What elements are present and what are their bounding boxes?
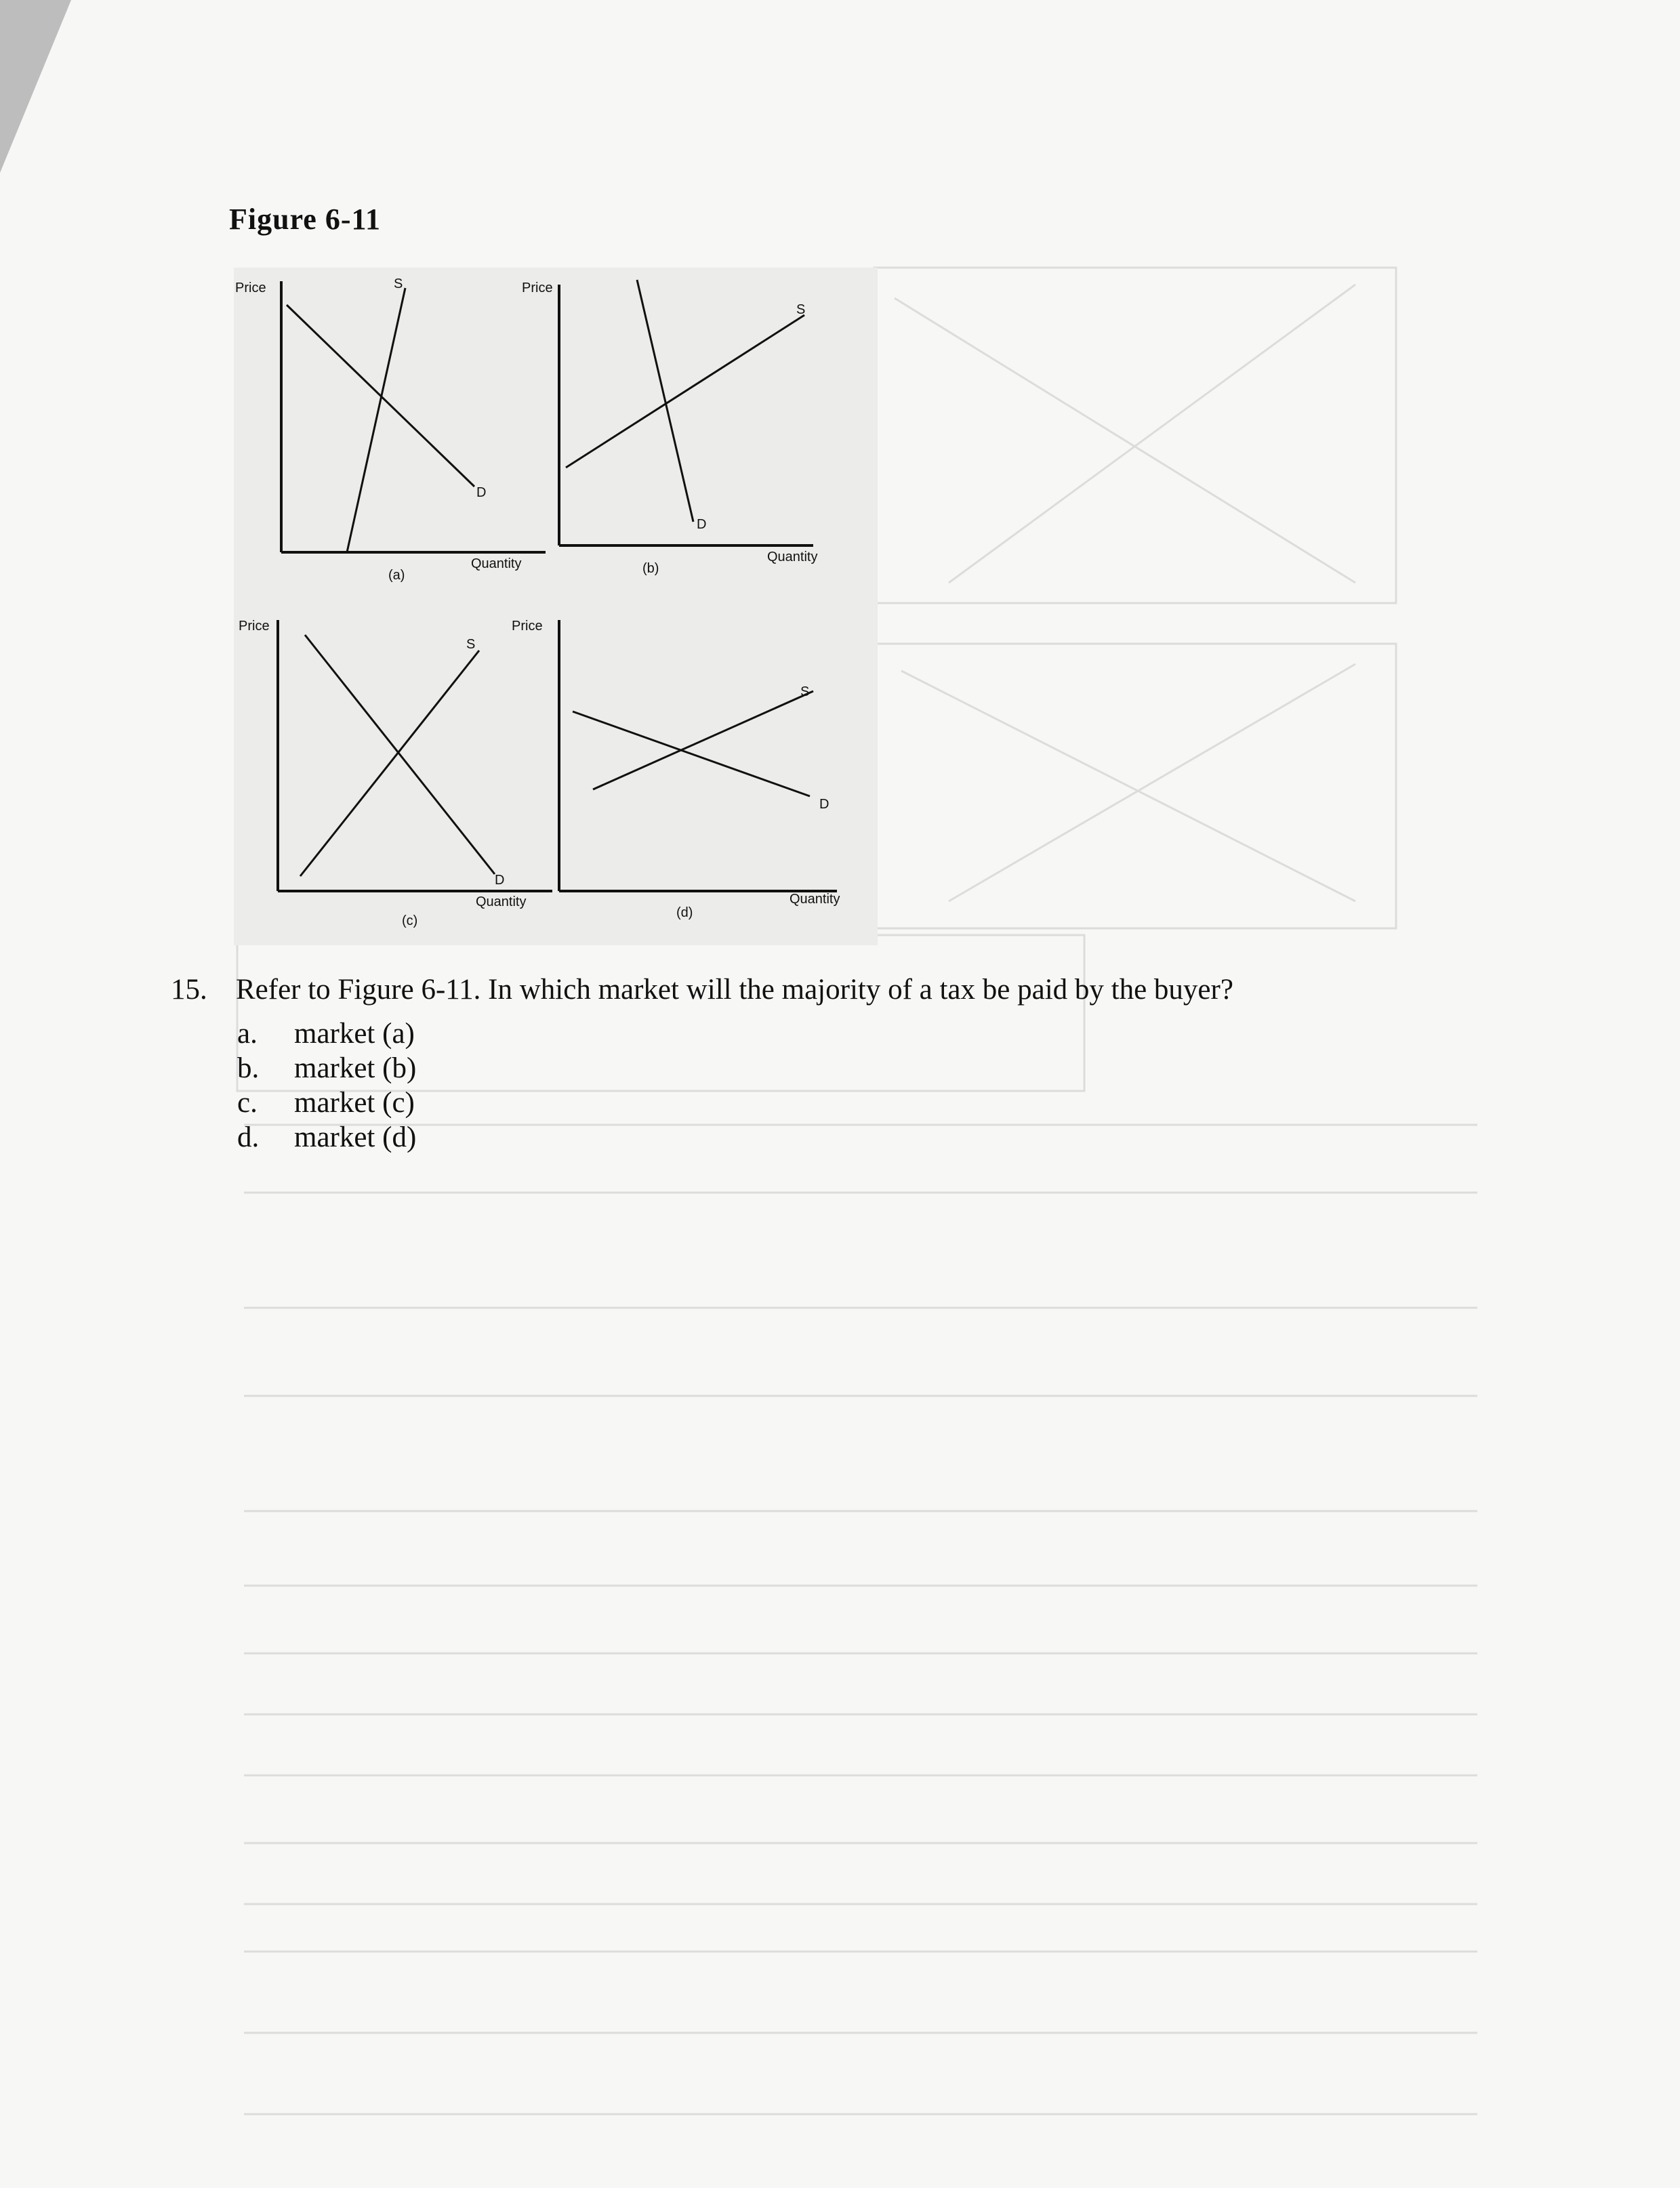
supply-curve [566, 315, 804, 468]
option-text: market (c) [294, 1087, 415, 1119]
demand-curve [287, 305, 474, 487]
demand-label: D [697, 517, 707, 532]
demand-curve [305, 635, 495, 874]
demand-label: D [819, 797, 829, 812]
option-text: market (d) [294, 1121, 417, 1153]
question-15 [171, 973, 1233, 1006]
x-axis-label: Quantity [790, 892, 840, 907]
option-text: market (b) [294, 1052, 417, 1084]
panel-c [234, 600, 552, 949]
option-c [237, 1086, 416, 1120]
figure-6-11 [234, 268, 878, 945]
panel-tag: (d) [676, 905, 693, 920]
option-letter: d. [237, 1121, 260, 1153]
supply-curve [347, 288, 405, 552]
x-axis-label: Quantity [767, 550, 818, 564]
panel-tag: (b) [642, 561, 659, 576]
supply-label: S [466, 637, 476, 652]
y-axis-label: Price [522, 281, 553, 295]
option-text: market (a) [294, 1018, 415, 1050]
y-axis-label: Price [239, 619, 270, 634]
y-axis-label: Price [235, 281, 266, 295]
panel-d [512, 613, 864, 949]
panel-a [234, 268, 552, 603]
option-letter: c. [237, 1087, 258, 1119]
demand-label: D [495, 873, 505, 888]
supply-label: S [796, 302, 806, 317]
y-axis-label: Price [512, 619, 543, 634]
option-d [237, 1120, 416, 1155]
question-text: Refer to Figure 6-11. In which market will the majority of a tax be paid by the buyer? [236, 974, 1233, 1006]
answer-options [237, 1016, 416, 1155]
option-b [237, 1051, 416, 1086]
option-letter: a. [237, 1018, 258, 1050]
supply-label: S [800, 684, 810, 699]
demand-curve [637, 280, 693, 522]
supply-label: S [394, 276, 403, 291]
figure-title: Figure 6-11 [229, 203, 382, 236]
x-axis-label: Quantity [476, 894, 527, 909]
option-a [237, 1016, 416, 1051]
supply-curve [593, 691, 813, 789]
x-axis-label: Quantity [471, 556, 522, 571]
question-number: 15. [171, 974, 207, 1006]
supply-curve [300, 651, 479, 876]
panel-tag: (c) [402, 913, 418, 928]
option-letter: b. [237, 1052, 260, 1084]
panel-b [522, 268, 851, 603]
demand-label: D [476, 485, 487, 500]
panel-tag: (a) [388, 568, 405, 583]
